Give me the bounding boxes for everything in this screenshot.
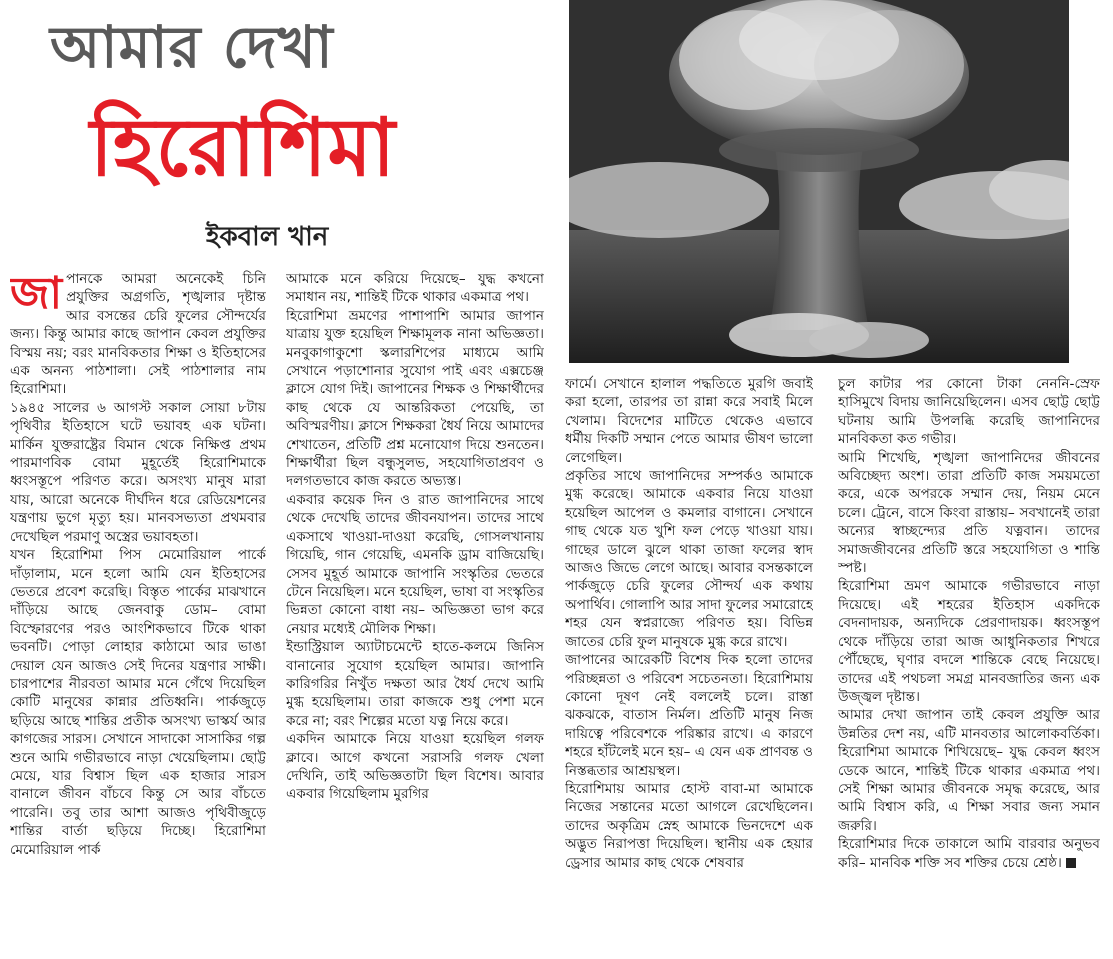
article-column-1	[10, 270, 266, 954]
headline-line-1: আমার দেখা	[50, 13, 334, 81]
headline-line-2: হিরোশিমা	[90, 101, 397, 194]
paragraph: হিরোশিমা ভ্রমণ আমাকে গভীরভাবে নাড়া দিয়েছে। এই শহরের ইতিহাস একদিকে বেদনাদায়ক, অন্যদিকে প্রেরণাদায়ক। ধ্বংসস্তূপ থেকে দাঁড়িয়ে তারা আজ আধুনিকতার শিখরে পৌঁছেছে, ঘৃণার বদলে শান্তিকে বেছে নিয়েছে। তাদের এই পথচলা সমগ্র মানবজাতির জন্য এক উজ্জ্বল দৃষ্টান্ত।	[838, 578, 1100, 705]
paragraph: হিরোশিমায় আমার হোস্ট বাবা-মা আমাকে নিজের সন্তানের মতো আগলে রেখেছিলেন। তাদের অকৃত্রিম স্নেহ আমাকে ভিনদেশে এক অদ্ভুত নিরাপত্তা দিয়েছিল। স্থানীয় এক হেয়ার ড্রেসার আমার কাছ থেকে শেষবার	[565, 780, 813, 871]
paragraph: হিরোশিমা ভ্রমণের পাশাপাশি আমার জাপান যাত্রায় যুক্ত হয়েছিল শিক্ষামূলক নানা অভিজ্ঞতা। মনবুকাগাকুশো স্কলারশিপের মাধ্যমে আমি সেখানে পড়াশোনার সুযোগ পাই এবং এক্সচেঞ্জ ক্লাসে যোগ দিই। জাপানের শিক্ষক ও শিক্ষার্থীদের কাছ থেকে যে আন্তরিকতা পেয়েছি, তা অবিস্মরণীয়। ক্লাসে শিক্ষকরা ধৈর্য নিয়ে আমাদের শেখাতেন, প্রতিটি প্রশ্ন মনোযোগ দিয়ে শুনতেন। শিক্ষার্থীরা ছিল বন্ধুসুলভ, সহযোগিতাপ্রবণ ও দলগতভাবে কাজ করতে অভ্যস্ত।	[286, 307, 544, 490]
paragraph: হিরোশিমার দিকে তাকালে আমি বারবার অনুভব করি– মানবিক শক্তি সব শক্তির চেয়ে শ্রেষ্ঠ।	[838, 836, 1100, 871]
paragraph: ফার্মে। সেখানে হালাল পদ্ধতিতে মুরগি জবাই করা হলো, তারপর তা রান্না করে সবাই মিলে খেলাম। বিদেশের মাটিতে থেকেও এভাবে ধর্মীয় দিকটি সম্মান পেতে আমার ভীষণ ভালো লেগেছিল।	[565, 376, 813, 466]
paragraph: আমাকে মনে করিয়ে দিয়েছে– যুদ্ধ কখনো সমাধান নয়, শান্তিই টিকে থাকার একমাত্র পথ।	[286, 271, 544, 306]
paragraph: ইন্ডাস্ট্রিয়াল অ্যাটাচমেন্টে হাতে-কলমে জিনিস বানানোর সুযোগ হয়েছিল আমার। জাপানি কারিগরির নিখুঁত দক্ষতা আর ধৈর্য দেখে আমি মুগ্ধ হয়েছিলাম। তারা কাজকে শুধু পেশা মনে করে না; বরং শিল্পের মতো যত্ন নিয়ে করে।	[286, 639, 544, 729]
mushroom-cloud-photo	[569, 0, 1069, 363]
paragraph: একদিন আমাকে নিয়ে যাওয়া হয়েছিল গলফ ক্লাবে। আগে কখনো সরাসরি গলফ খেলা দেখিনি, তাই অভিজ্ঞতাটা ছিল বিশেষ। আবার একবার গিয়েছিলাম মুরগির	[286, 731, 544, 803]
mushroom-cloud-illustration	[569, 0, 1069, 363]
paragraph: চুল কাটার পর কোনো টাকা নেননি-স্রেফ হাসিমুখে বিদায় জানিয়েছিলেন। এসব ছোট্ট ছোট্ট ঘটনায় আমি উপলব্ধি করেছি জাপানিদের মানবিকতা কত গভীর।	[838, 376, 1100, 448]
paragraph: একবার কয়েক দিন ও রাত জাপানিদের সাথে থেকে দেখেছি তাদের জীবনযাপন। তাদের সাথে একসাথে খাওয়া-দাওয়া করেছি, গোসলখানায় গিয়েছি, গান গেয়েছি, এমনকি ড্রাম বাজিয়েছি। সেসব মুহূর্ত আমাকে জাপানি সংস্কৃতির ভেতরে টেনে নিয়েছিল। মনে হয়েছিল, ভাষা বা সংস্কৃতির ভিন্নতা কোনো বাধা নয়– অভিজ্ঞতা ভাগ করে নেয়ার মধ্যেই মৌলিক শিক্ষা।	[286, 491, 544, 637]
paragraph: আমি শিখেছি, শৃঙ্খলা জাপানিদের জীবনের অবিচ্ছেদ্য অংশ। তারা প্রতিটি কাজ সময়মতো করে, একে অপরকে সম্মান দেয়, নিয়ম মেনে চলে। ট্রেনে, বাসে কিংবা রাস্তায়– সবখানেই তারা অন্যের স্বাচ্ছন্দ্যের প্রতি যত্নবান। তাদের সমাজজীবনের প্রতিটি স্তরে সহযোগিতা ও শান্তি স্পষ্ট।	[838, 449, 1100, 577]
paragraph: প্রকৃতির সাথে জাপানিদের সম্পর্কও আমাকে মুগ্ধ করেছে। আমাকে একবার নিয়ে যাওয়া হয়েছিল আপেল ও কমলার বাগানে। সেখানে গাছ থেকে যত খুশি ফল পেড়ে খাওয়া যায়। গাছের ডালে ঝুলে থাকা তাজা ফলের স্বাদ আজও জিভে লেগে আছে। আবার বসন্তকালে পার্কজুড়ে চেরি ফুলের সৌন্দর্য এক কথায় অপার্থিব। গোলাপি আর সাদা ফুলের সমারোহে শহর যেন স্বপ্নরাজ্যে পরিণত হয়। বিভিন্ন জাতের চেরি ফুল মানুষকে মুগ্ধ করে রাখে।	[565, 468, 813, 650]
drop-cap: জা	[10, 270, 63, 319]
paragraph: আমার দেখা জাপান তাই কেবল প্রযুক্তি আর উন্নতির দেশ নয়, এটি মানবতার আলোকবর্তিকা। হিরোশিমা আমাকে শিখিয়েছে– যুদ্ধ কেবল ধ্বংস ডেকে আনে, শান্তিই টিকে থাকার একমাত্র পথ। সেই শিক্ষা আমার জীবনকে সমৃদ্ধ করেছে, আর আমি বিশ্বাস করি, এ শিক্ষা সবার জন্য সমান জরুরি।	[838, 707, 1100, 834]
author-byline: ইকবাল খান	[206, 222, 329, 252]
article-column-3	[565, 375, 813, 954]
article-column-2	[286, 270, 544, 954]
paragraph: জাপানের আরেকটি বিশেষ দিক হলো তাদের পরিচ্ছন্নতা ও পরিবেশ সচেতনতা। হিরোশিমায় কোনো দূষণ নেই বললেই চলে। রাস্তা ঝকঝকে, বাতাস নির্মল। প্রতিটি মানুষ নিজ দায়িত্বে পরিবেশকে পরিষ্কার রাখে। এ কারণে শহরে হাঁটলেই মনে হয়– এ যেন এক প্রাণবন্ত ও নিস্তব্ধতার আশ্রয়স্থল।	[565, 652, 813, 779]
article-column-4	[838, 375, 1100, 954]
end-of-article-mark	[1066, 858, 1076, 868]
paragraph: যখন হিরোশিমা পিস মেমোরিয়াল পার্কে দাঁড়ালাম, মনে হলো আমি যেন ইতিহাসের ভেতরে প্রবেশ করেছি। বিস্তৃত পার্কের মাঝখানে দাঁড়িয়ে আছে জেনবাকু ডোম– বোমা বিস্ফোরণের পরও আংশিকভাবে টিকে থাকা ভবনটি। পোড়া লোহার কাঠামো আর ভাঙা দেয়াল যেন আজও সেই দিনের যন্ত্রণার সাক্ষী। চারপাশের নীরবতা আমার মনে গেঁথে দিয়েছিল কোটি মানুষের কান্নার প্রতিধ্বনি। পার্কজুড়ে ছড়িয়ে আছে শান্তির প্রতীক অসংখ্য ভাস্কর্য আর কাগজের সারস। সেখানে সাদাকো সাসাকির গল্প শুনে আমি গভীরভাবে নাড়া খেয়েছিলাম। ছোট্ট মেয়ে, যার বিশ্বাস ছিল এক হাজার সারস বানালে জীবন বাঁচবে কিন্তু সে আর বাঁচতে পারেনি। তবু তার আশা আজও পৃথিবীজুড়ে শান্তির বার্তা ছড়িয়ে দিচ্ছে। হিরোশিমা মেমোরিয়াল পার্ক	[10, 547, 266, 858]
paragraph: ১৯৪৫ সালের ৬ আগস্ট সকাল সোয়া ৮টায় পৃথিবীর ইতিহাসে ঘটে ভয়াবহ এক ঘটনা। মার্কিন যুক্তরাষ্ট্রের বিমান থেকে নিক্ষিপ্ত প্রথম পারমাণবিক বোমা মুহূর্তেই হিরোশিমাকে ধ্বংসস্তূপে পরিণত করে। অসংখ্য মানুষ মারা যায়, আরো অনেকে দীর্ঘদিন ধরে রেডিয়েশনের যন্ত্রণায় ভুগে মৃত্যু হয়। মানবসভ্যতা প্রথমবার দেখেছিল পরমাণু অস্ত্রের ভয়াবহতা।	[10, 399, 266, 545]
paragraph: জাপানকে আমরা অনেকেই চিনি প্রযুক্তির অগ্রগতি, শৃঙ্খলার দৃষ্টান্ত আর বসন্তের চেরি ফুলের সৌন্দর্যের জন্য। কিন্তু আমার কাছে জাপান কেবল প্রযুক্তির বিস্ময় নয়; বরং মানবিকতার শিক্ষা ও ইতিহাসের এক অনন্য পাঠশালা। সেই পাঠশালার নাম হিরোশিমা।	[10, 270, 266, 398]
